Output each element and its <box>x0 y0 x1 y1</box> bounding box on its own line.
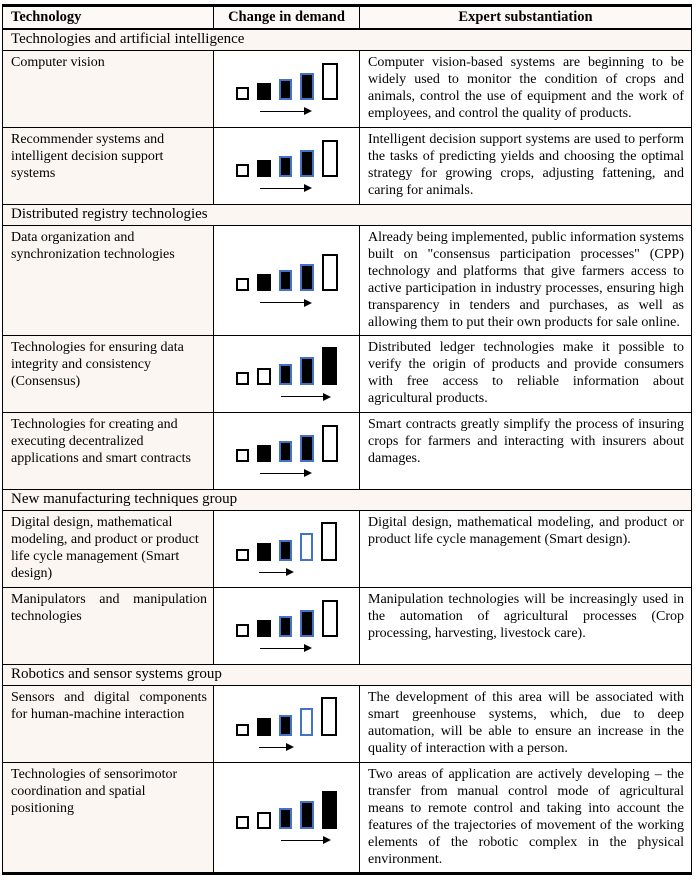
arrow-shaft <box>260 302 304 303</box>
table-row <box>3 51 692 128</box>
column-header-change-demand: Change in demand <box>214 6 360 30</box>
arrow-shaft <box>259 572 286 573</box>
arrow-shaft <box>260 188 304 189</box>
demand-bar-white-black-border <box>236 549 249 561</box>
demand-bar-black-blue-border <box>300 357 314 385</box>
demand-bar-white-blue-border <box>300 533 313 561</box>
arrow-head <box>323 836 331 844</box>
arrow-head <box>323 393 331 401</box>
demand-bar-black-blue-border <box>300 435 314 462</box>
demand-bar-black-blue-border <box>300 610 314 637</box>
demand-bar-white-black-border <box>236 87 249 100</box>
trend-arrow-icon <box>281 392 331 401</box>
demand-bars <box>236 347 337 385</box>
demand-chart-cell <box>214 336 360 413</box>
demand-bar-black-black-border <box>322 347 337 385</box>
trend-arrow-icon <box>281 836 331 845</box>
demand-bars <box>236 140 338 177</box>
demand-bars <box>236 425 338 462</box>
arrow-shaft <box>259 747 286 748</box>
substantiation-cell: Smart contracts greatly simplify the process of insuring crops for farmers and interacting with insurers about damages. <box>360 413 692 490</box>
technology-cell: Data organization and synchronization technologies <box>3 226 214 336</box>
demand-bar-white-black-border <box>322 140 338 177</box>
demand-chart <box>215 52 358 126</box>
table-row <box>3 686 692 763</box>
technology-cell: Technologies for ensuring data integrity and consistency (Consensus) <box>3 336 214 413</box>
substantiation-cell: Manipulation technologies will be increasingly used in the automation of agricultural processes (Crop processing, harvesting, livestock care). <box>360 588 692 665</box>
demand-bar-black-black-border <box>257 543 271 561</box>
demand-chart <box>215 129 358 203</box>
section-header-label: Technologies and artificial intelligence <box>3 29 692 51</box>
substantiation-cell: Two areas of application are actively developing – the transfer from manual control mode of agricultural means to remote control and taking into account the features of the trajectories of movement of the working elements of the robotic complex in the physical environment. <box>360 763 692 874</box>
arrow-head <box>304 644 312 652</box>
demand-bar-white-black-border <box>236 724 249 736</box>
demand-bar-white-black-border <box>322 425 338 462</box>
section-header-label: Robotics and sensor systems group <box>3 665 692 686</box>
demand-bar-white-black-border <box>321 522 337 561</box>
demand-bar-black-blue-border <box>279 270 292 291</box>
table-body <box>3 29 692 874</box>
arrow-head <box>286 743 294 751</box>
demand-bar-white-black-border <box>236 449 249 462</box>
demand-bar-black-blue-border <box>279 540 292 561</box>
demand-bar-black-blue-border <box>300 801 314 829</box>
demand-chart <box>215 414 358 488</box>
demand-bar-white-black-border <box>322 254 338 291</box>
demand-bar-white-black-border <box>236 372 249 385</box>
demand-bar-black-blue-border <box>279 616 292 637</box>
substantiation-cell: The development of this area will be associated with smart greenhouse systems, which, due to deep automation, will be able to ensure an increase in the quality of interaction with a person. <box>360 686 692 763</box>
table-row <box>3 336 692 413</box>
demand-chart-cell <box>214 763 360 874</box>
demand-bar-black-black-border <box>257 160 271 177</box>
arrow-head <box>304 299 312 307</box>
arrow-head <box>304 469 312 477</box>
section-row <box>3 665 692 686</box>
substantiation-cell: Intelligent decision support systems are used to perform the tasks of predicting yields and choosing the optimal strategy for growing crops, adjusting fattening, and caring for animals. <box>360 128 692 205</box>
demand-bars <box>236 254 338 291</box>
arrow-shaft <box>260 473 304 474</box>
table-row <box>3 128 692 205</box>
demand-chart <box>215 589 358 663</box>
arrow-head <box>304 184 312 192</box>
substantiation-cell: Distributed ledger technologies make it possible to verify the origin of products and provide consumers with free access to reliable information about agricultural products. <box>360 336 692 413</box>
demand-chart <box>215 337 358 411</box>
demand-bars <box>236 522 337 561</box>
section-header-label: Distributed registry technologies <box>3 205 692 226</box>
demand-bar-white-black-border <box>322 63 338 100</box>
technology-cell: Recommender systems and intelligent decision support systems <box>3 128 214 205</box>
demand-chart <box>215 687 358 761</box>
trend-arrow-icon <box>260 298 312 307</box>
arrow-shaft <box>260 111 304 112</box>
substantiation-cell: Digital design, mathematical modeling, and product or product life cycle management (Smart design). <box>360 511 692 588</box>
technology-demand-table <box>2 4 692 875</box>
demand-bar-white-black-border <box>236 278 249 291</box>
demand-bar-white-blue-border <box>300 708 313 736</box>
demand-bar-black-blue-border <box>279 364 292 385</box>
demand-bar-black-black-border <box>322 791 337 829</box>
demand-chart <box>215 244 358 318</box>
demand-bar-black-black-border <box>257 620 271 637</box>
substantiation-cell: Computer vision-based systems are beginning to be widely used to monitor the condition of crops and animals, control the use of equipment and the work of employees, and control the quality of products. <box>360 51 692 128</box>
table-row <box>3 511 692 588</box>
demand-bar-black-blue-border <box>279 715 292 736</box>
technology-cell: Sensors and digital components for human-machine interaction <box>3 686 214 763</box>
demand-chart-cell <box>214 588 360 665</box>
technology-cell: Manipulators and manipulation technologies <box>3 588 214 665</box>
demand-chart <box>215 512 358 586</box>
demand-chart-cell <box>214 413 360 490</box>
demand-bar-black-blue-border <box>279 808 292 829</box>
trend-arrow-icon <box>260 469 312 478</box>
technology-cell: Digital design, mathematical modeling, and product or product life cycle management (Smart design) <box>3 511 214 588</box>
demand-bar-white-black-border <box>236 816 249 829</box>
technology-cell: Computer vision <box>3 51 214 128</box>
demand-bar-black-blue-border <box>300 264 314 291</box>
demand-bar-black-blue-border <box>279 441 292 462</box>
section-row <box>3 205 692 226</box>
table-row <box>3 413 692 490</box>
column-header-technology: Technology <box>3 6 214 30</box>
demand-bar-white-black-border <box>322 600 338 637</box>
technology-cell: Technologies of sensorimotor coordination and spatial positioning <box>3 763 214 874</box>
column-header-substantiation: Expert substantiation <box>360 6 692 30</box>
section-row <box>3 29 692 51</box>
section-row <box>3 490 692 511</box>
demand-bars <box>236 600 338 637</box>
table-row <box>3 763 692 874</box>
trend-arrow-icon <box>260 644 312 653</box>
demand-bar-black-blue-border <box>279 156 292 177</box>
table-header <box>3 6 692 30</box>
demand-bar-black-black-border <box>257 83 271 100</box>
demand-bar-white-black-border <box>321 697 337 736</box>
demand-bar-black-blue-border <box>300 150 314 177</box>
demand-bar-white-black-border <box>257 812 271 829</box>
demand-bars <box>236 697 337 736</box>
technology-cell: Technologies for creating and executing decentralized applications and smart contracts <box>3 413 214 490</box>
substantiation-cell: Already being implemented, public information systems built on "consensus participation processes" (CPP) technology and platforms that give farmers access to active participation in industry processes, ensuring high transparency in tenders and purchases, as well as allowing them to put their own products for sale online. <box>360 226 692 336</box>
demand-chart-cell <box>214 51 360 128</box>
demand-chart-cell <box>214 226 360 336</box>
demand-chart-cell <box>214 128 360 205</box>
demand-bar-white-black-border <box>236 164 249 177</box>
demand-bar-black-black-border <box>257 445 271 462</box>
table-row <box>3 588 692 665</box>
demand-bar-white-black-border <box>236 624 249 637</box>
demand-chart-cell <box>214 686 360 763</box>
demand-chart <box>215 781 358 855</box>
arrow-head <box>304 107 312 115</box>
arrow-shaft <box>281 840 323 841</box>
demand-bar-black-blue-border <box>279 79 292 100</box>
demand-bar-black-blue-border <box>300 73 314 100</box>
demand-chart-cell <box>214 511 360 588</box>
trend-arrow-icon <box>260 107 312 116</box>
demand-bars <box>236 791 337 829</box>
arrow-shaft <box>281 396 323 397</box>
demand-bars <box>236 63 338 100</box>
trend-arrow-icon <box>260 184 312 193</box>
section-header-label: New manufacturing techniques group <box>3 490 692 511</box>
demand-bar-white-black-border <box>257 368 271 385</box>
table-row <box>3 226 692 336</box>
demand-bar-black-black-border <box>257 718 271 736</box>
arrow-shaft <box>260 648 304 649</box>
demand-bar-black-black-border <box>257 274 271 291</box>
page <box>2 4 694 875</box>
trend-arrow-icon <box>259 743 294 752</box>
arrow-head <box>286 568 294 576</box>
trend-arrow-icon <box>259 568 294 577</box>
